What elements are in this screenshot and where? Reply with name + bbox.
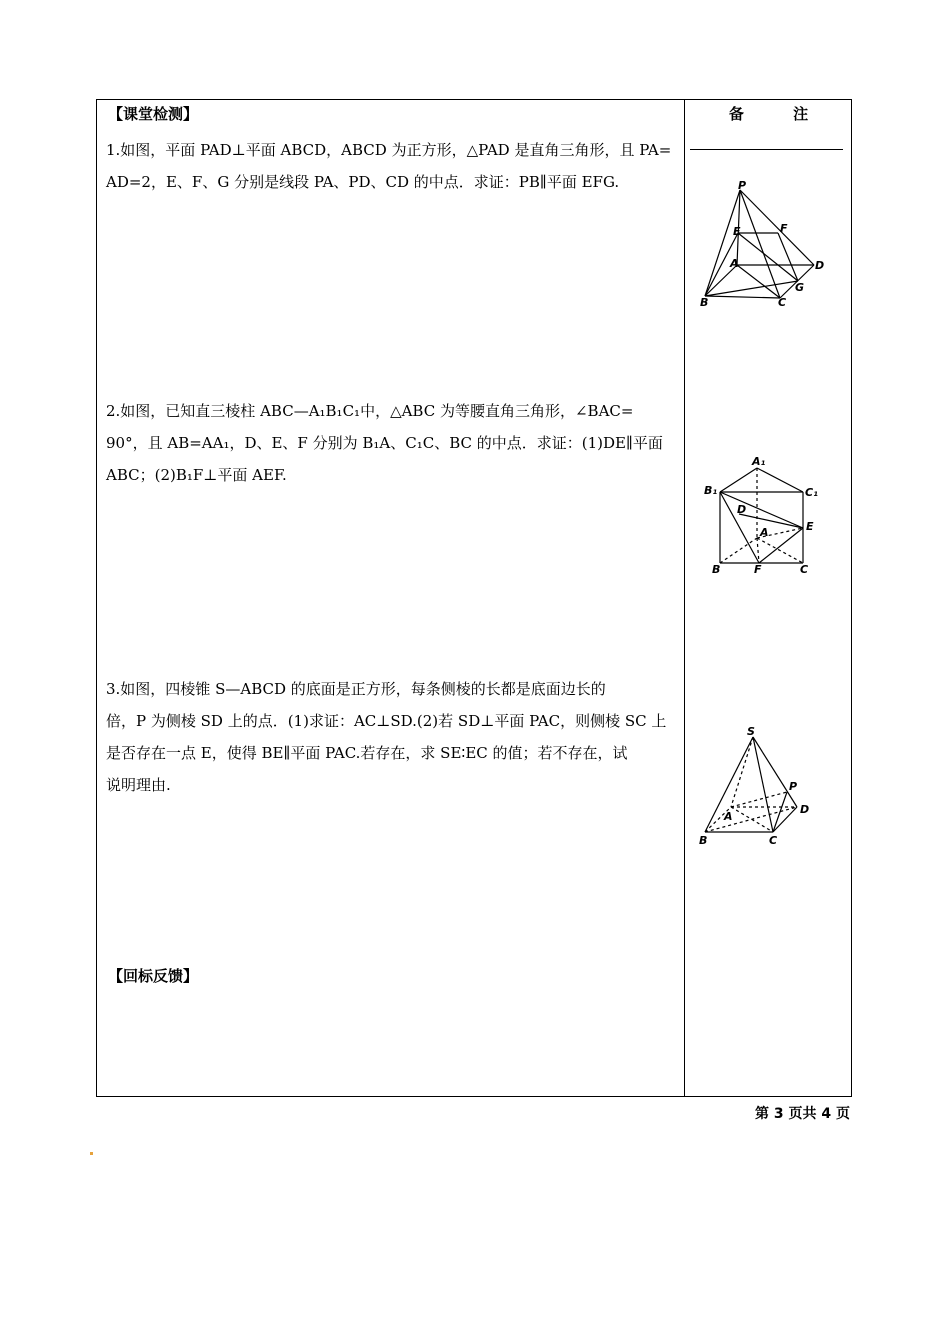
problem-3-line: 3.如图，四棱锥 S—ABCD 的底面是正方形，每条侧棱的长都是底面边长的 — [106, 680, 606, 698]
vertex-label: P — [789, 780, 798, 793]
vertex-label: C — [769, 834, 778, 847]
vertex-label: D — [800, 803, 810, 816]
vertex-label: B — [712, 563, 721, 576]
vertex-label: A₁ — [752, 455, 766, 468]
vertex-label: C — [800, 563, 809, 576]
vertex-label: B₁ — [704, 484, 718, 497]
vertex-label: C — [778, 296, 787, 309]
vertex-label: E — [806, 520, 814, 533]
section-title: 【课堂检测】 — [108, 105, 199, 123]
problem-1-line: 1.如图，平面 PAD⊥平面 ABCD，ABCD 为正方形，△PAD 是直角三角形，且 PA= — [106, 141, 672, 159]
problem-3-line: 说明理由. — [106, 776, 171, 794]
page-number: 第 3 页共 4 页 — [755, 1106, 850, 1122]
figure-pyramid-pabcd — [690, 178, 840, 318]
problem-3-line: 倍，P 为侧棱 SD 上的点．(1)求证：AC⊥SD.(2)若 SD⊥平面 PAC，则侧棱 SC 上 — [106, 712, 667, 730]
vertex-label: A — [724, 810, 733, 823]
vertex-label: G — [795, 281, 805, 294]
vertex-label: C₁ — [805, 486, 818, 499]
column-divider — [684, 99, 685, 1097]
notes-title-rule — [690, 149, 843, 150]
vertex-label: A — [730, 257, 739, 270]
figure-pyramid-sabcd — [695, 722, 825, 852]
vertex-label: S — [747, 725, 755, 738]
figure-prism-abc — [702, 450, 827, 580]
vertex-label: D — [737, 503, 747, 516]
problem-1-line: AD=2，E、F、G 分别是线段 PA、PD、CD 的中点．求证：PB∥平面 EFG. — [106, 173, 620, 191]
problem-3-line: 是否存在一点 E，使得 BE∥平面 PAC.若存在，求 SE∶EC 的值；若不存在，试 — [106, 744, 628, 762]
problem-2-line: 2.如图，已知直三棱柱 ABC—A₁B₁C₁中，△ABC 为等腰直角三角形，∠BAC= — [106, 402, 634, 420]
stray-dot — [90, 1152, 93, 1155]
problem-3 — [106, 673, 676, 801]
problem-2-line: ABC；(2)B₁F⊥平面 AEF. — [106, 466, 287, 484]
vertex-label: P — [738, 179, 747, 192]
problem-2 — [106, 395, 676, 491]
vertex-label: B — [699, 834, 708, 847]
problem-2-line: 90°，且 AB=AA₁，D、E、F 分别为 B₁A、C₁C、BC 的中点．求证：(1)DE∥平面 — [106, 434, 663, 452]
problem-1 — [106, 134, 676, 198]
feedback-title: 【回标反馈】 — [108, 967, 199, 985]
vertex-label: F — [754, 563, 762, 576]
vertex-label: E — [733, 225, 741, 238]
notes-column-title: 备 注 — [728, 105, 831, 123]
vertex-label: D — [815, 259, 825, 272]
vertex-label: F — [780, 222, 788, 235]
vertex-label: A — [760, 526, 769, 539]
vertex-label: B — [700, 296, 709, 309]
